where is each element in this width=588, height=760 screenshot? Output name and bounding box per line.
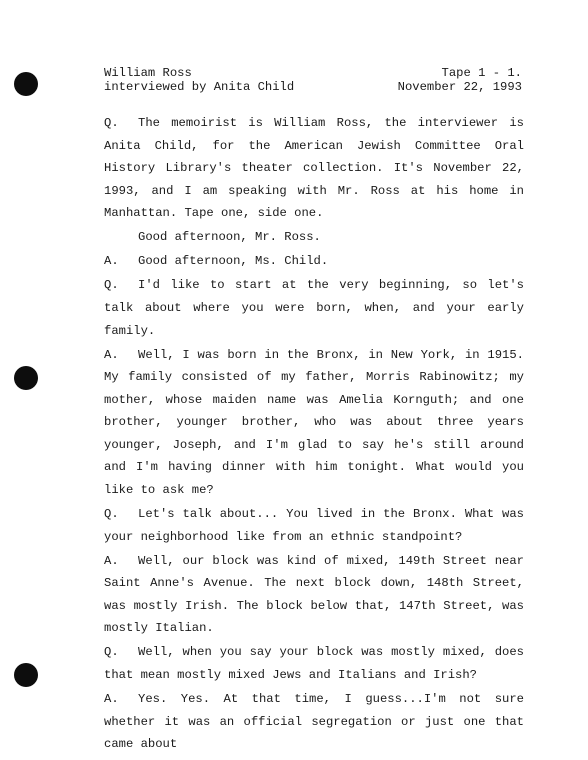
transcript-paragraph (104, 344, 524, 502)
punch-hole-middle (14, 366, 38, 390)
transcript-paragraph (104, 503, 524, 548)
memoirist-name: William Ross (104, 66, 192, 80)
transcript-paragraph (104, 550, 524, 640)
transcript-paragraph (104, 250, 524, 273)
interviewer-line: interviewed by Anita Child (104, 80, 295, 94)
speaker-label: A. (104, 347, 119, 362)
speaker-label: Q. (104, 278, 119, 293)
paragraph-text: Well, our block was kind of mixed, 149th Street near Saint Anne's Avenue. The next block down, 148th Street, was mostly Irish. The block below that, 147th Street, was mostly Italian. (104, 553, 524, 636)
paragraph-text: Good afternoon, Ms. Child. (138, 254, 329, 269)
header-row-2 (104, 80, 522, 94)
paragraph-text: Well, when you say your block was mostly mixed, does that mean mostly mixed Jews and Italians and Irish? (104, 645, 524, 682)
paragraph-text: I'd like to start at the very beginning, so let's talk about where you were born, when, and your early family. (104, 278, 524, 338)
speaker-label: A. (104, 254, 119, 269)
speaker-label: Q. (104, 507, 119, 522)
header-row-1 (104, 66, 522, 80)
paragraph-text: The memoirist is William Ross, the interviewer is Anita Child, for the American Jewish Committee Oral History Library's theater collection. It's November 22, 1993, and I am speaking with Mr. Ross at his home in Manhattan. Tape one, side one. (104, 116, 524, 221)
transcript-paragraph (104, 226, 524, 249)
page-header (104, 66, 522, 94)
punch-hole-top (14, 72, 38, 96)
paragraph-text: Let's talk about... You lived in the Bronx. What was your neighborhood like from an ethnic standpoint? (104, 507, 524, 544)
punch-hole-bottom (14, 663, 38, 687)
paragraph-text: Well, I was born in the Bronx, in New York, in 1915. My family consisted of my father, Morris Rabinowitz; my mother, whose maiden name was Amelia Kornguth; and one brother, younger brother, who was about three years younger, Joseph, and I'm glad to say he's still around and I'm having dinner with him tonight. What would you like to ask me? (104, 347, 524, 498)
speaker-label: Q. (104, 645, 119, 660)
speaker-label: Q. (104, 116, 119, 130)
interview-date: November 22, 1993 (397, 80, 522, 94)
tape-number: Tape 1 - 1. (441, 66, 522, 80)
speaker-label: A. (104, 553, 119, 568)
transcript-paragraph (104, 274, 524, 342)
transcript-body (104, 112, 524, 757)
transcript-paragraph (104, 112, 524, 225)
paragraph-text: Yes. Yes. At that time, I guess...I'm not sure whether it was an official segregation or just one that came about (104, 691, 524, 752)
transcript-paragraph (104, 688, 524, 756)
paragraph-text: Good afternoon, Mr. Ross. (138, 230, 321, 245)
transcript-paragraph (104, 641, 524, 686)
speaker-label: A. (104, 691, 119, 706)
